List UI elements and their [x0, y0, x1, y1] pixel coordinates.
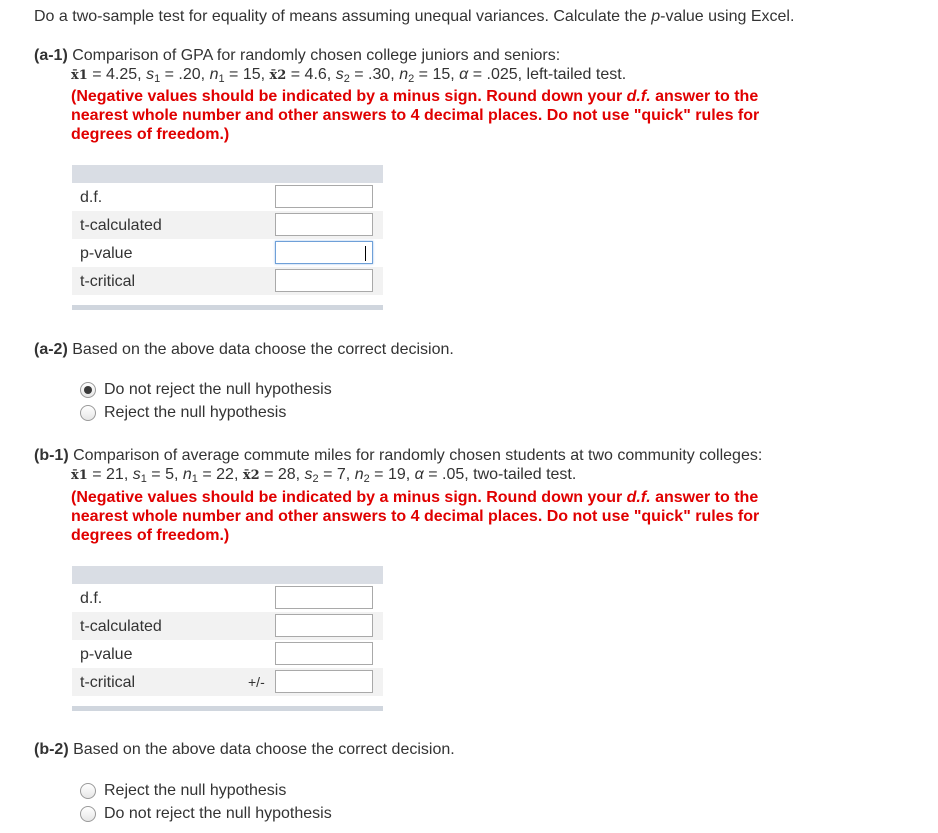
- table-row-t-critical: [72, 267, 383, 295]
- row-label-p-value: p-value: [80, 245, 133, 262]
- radio-icon[interactable]: [80, 806, 96, 822]
- question-intro: Do a two-sample test for equality of means assuming unequal variances. Calculate the p-value using Excel.: [34, 8, 795, 25]
- p-value-input[interactable]: [275, 241, 373, 264]
- df-input[interactable]: [275, 185, 373, 208]
- part-b1-answer-table: [72, 566, 383, 711]
- part-a1-answer-table: [72, 165, 383, 310]
- table-row-t-critical: [72, 668, 383, 696]
- b2-option-do-not-reject[interactable]: Do not reject the null hypothesis: [80, 805, 332, 823]
- t-calculated-input[interactable]: [275, 213, 373, 236]
- part-a1-heading: (a-1) Comparison of GPA for randomly chosen college juniors and seniors:: [34, 47, 561, 64]
- t-critical-input[interactable]: [275, 670, 373, 693]
- table-header: [72, 165, 383, 183]
- row-label-df: d.f.: [80, 189, 103, 206]
- part-a1-instructions: (Negative values should be indicated by a minus sign. Round down your d.f. answer to the nearest whole number and other answers to 4 decimal places. Do not use "quick" rules for degrees of freedom.): [71, 88, 760, 143]
- table-row-t-calculated: [72, 211, 383, 239]
- plus-minus-label: +/-: [248, 674, 265, 690]
- table-row-df: [72, 584, 383, 612]
- part-b1-given: x̄1 = 21, $s_1 = 5$, $n_1 = 22$, x̄2 = 28, $s_2 = 7$, $n_2 = 19$, α = .05, two-tailed test.: [71, 466, 577, 485]
- part-b1-heading: (b-1) Comparison of average commute miles for randomly chosen students at two community colleges:: [34, 447, 763, 464]
- table-row-df: [72, 183, 383, 211]
- table-header: [72, 566, 383, 584]
- row-label-t-calculated: t-calculated: [80, 618, 162, 635]
- part-b2-heading: (b-2) Based on the above data choose the correct decision.: [34, 741, 455, 758]
- b2-option-reject[interactable]: Reject the null hypothesis: [80, 782, 286, 800]
- row-label-df: d.f.: [80, 590, 103, 607]
- t-critical-input[interactable]: [275, 269, 373, 292]
- table-footer-bar: [72, 305, 383, 310]
- row-label-t-calculated: t-calculated: [80, 217, 162, 234]
- table-row-t-calculated: [72, 612, 383, 640]
- part-b1-instructions: (Negative values should be indicated by a minus sign. Round down your d.f. answer to the nearest whole number and other answers to 4 decimal places. Do not use "quick" rules for degrees of freedom.): [71, 489, 760, 544]
- radio-selected-icon[interactable]: [80, 382, 96, 398]
- t-calculated-input[interactable]: [275, 614, 373, 637]
- row-label-t-critical: t-critical: [80, 273, 136, 290]
- part-a1-given: x̄1 = 4.25, $s_1 = .20$, $n_1 = 15$, x̄2 = 4.6, $s_2 = .30$, $n_2 = 15$, α = .025, left-tailed test.: [71, 66, 627, 85]
- row-label-p-value: p-value: [80, 646, 133, 663]
- a2-option-do-not-reject[interactable]: Do not reject the null hypothesis: [80, 381, 332, 399]
- p-value-input[interactable]: [275, 642, 373, 665]
- table-footer-bar: [72, 706, 383, 711]
- a2-option-reject[interactable]: Reject the null hypothesis: [80, 404, 286, 422]
- table-row-p-value: [72, 239, 383, 267]
- radio-icon[interactable]: [80, 783, 96, 799]
- text-cursor: [365, 246, 366, 261]
- df-input[interactable]: [275, 586, 373, 609]
- radio-icon[interactable]: [80, 405, 96, 421]
- row-label-t-critical: t-critical: [80, 674, 136, 691]
- part-a2-heading: (a-2) Based on the above data choose the correct decision.: [34, 341, 454, 358]
- table-row-p-value: [72, 640, 383, 668]
